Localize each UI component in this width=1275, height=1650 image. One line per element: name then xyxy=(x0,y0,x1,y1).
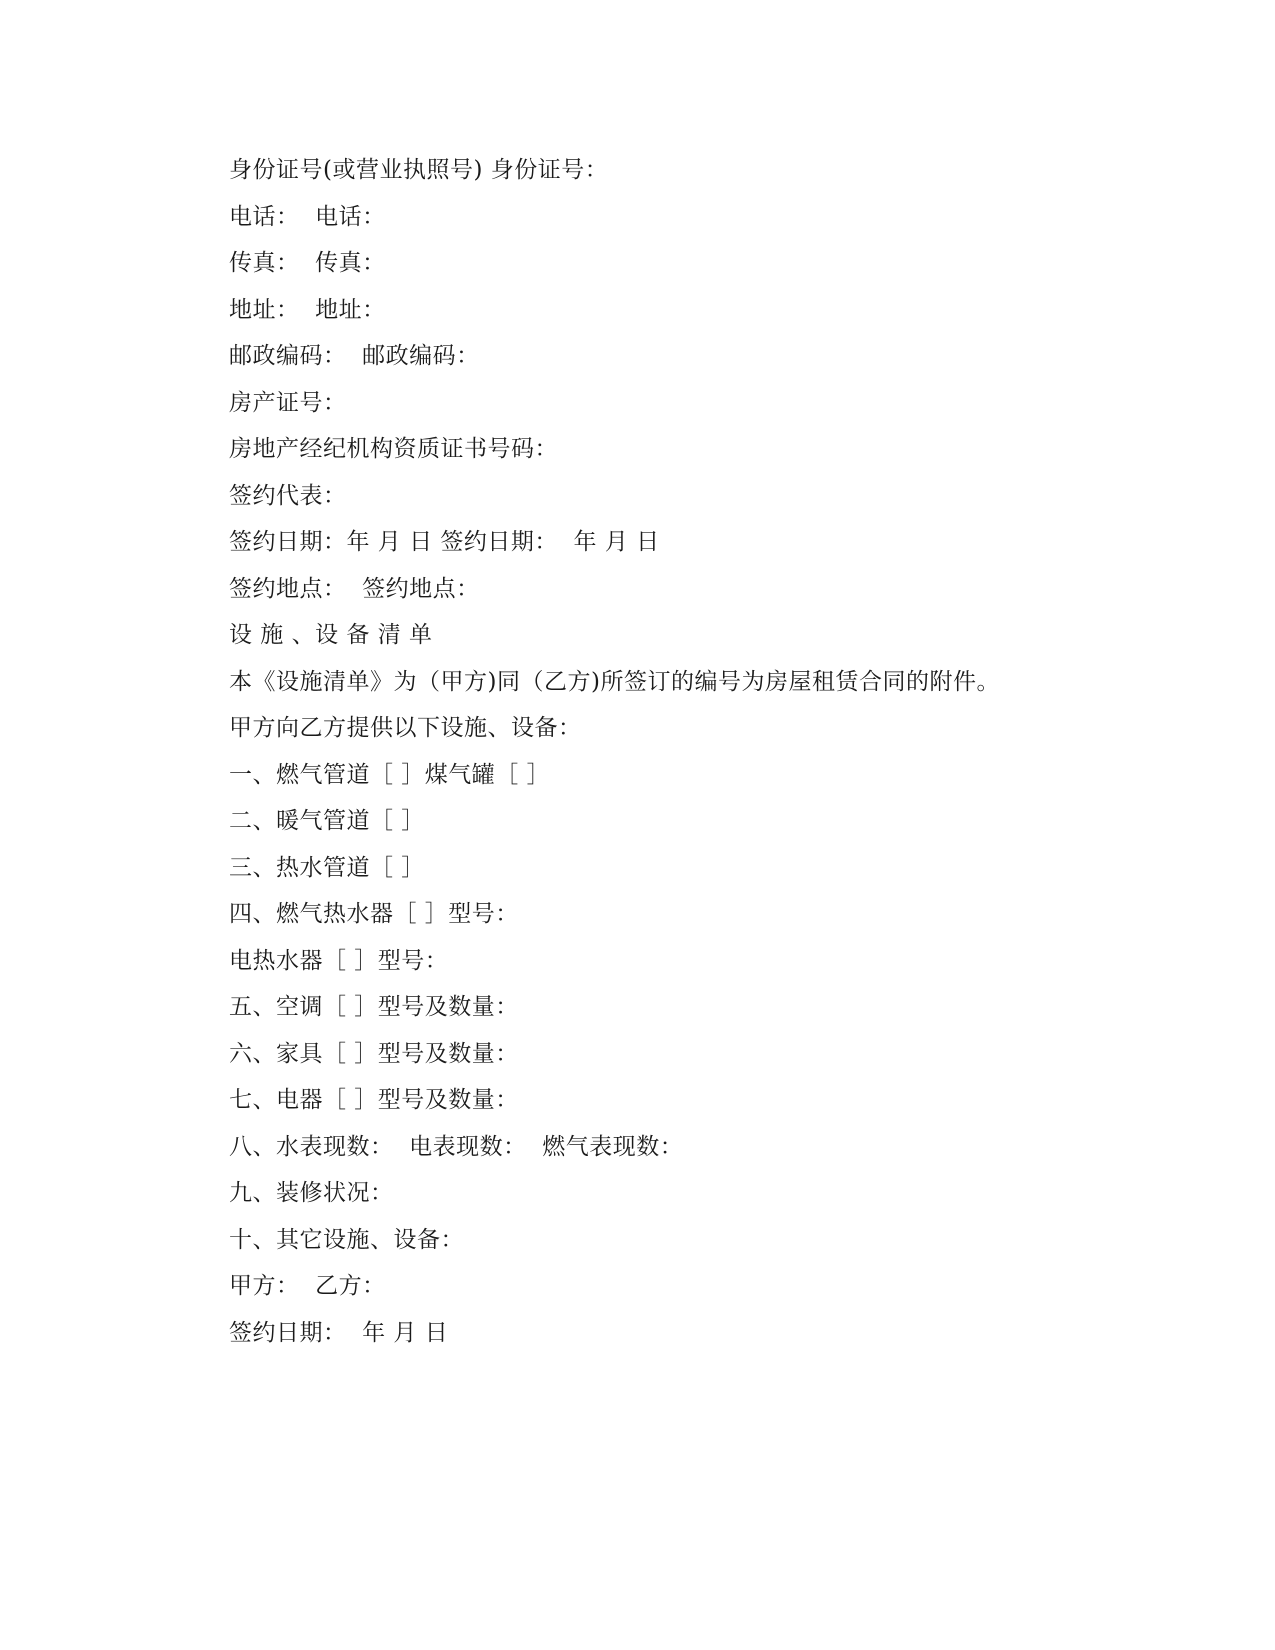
signing-date-line: 签约日期：年 月 日 签约日期： 年 月 日 xyxy=(229,529,660,555)
list-item-meters: 八、水表现数： 电表现数： 燃气表现数： xyxy=(229,1133,684,1160)
list-item-appliances: 七、电器［ ］型号及数量： xyxy=(229,1087,519,1113)
agency-cert-line: 房地产经纪机构资质证书号码： xyxy=(229,436,558,462)
list-item-gas-heater: 四、燃气热水器［ ］型号： xyxy=(229,901,519,927)
section-heading: 设 施 、设 备 清 单 xyxy=(229,622,433,648)
list-item-electric-heater: 电热水器［ ］型号： xyxy=(229,947,449,974)
intro-paragraph: 本《设施清单》为（甲方)同（乙方)所签订的编号为房屋租赁合同的附件。 xyxy=(229,668,1000,695)
address-line: 地址： 地址： xyxy=(229,296,386,323)
list-item-hot-water: 三、热水管道［ ］ xyxy=(229,854,425,881)
signing-rep-line: 签约代表： xyxy=(229,482,347,509)
list-item-other: 十、其它设施、设备： xyxy=(229,1226,464,1253)
final-signing-date-line: 签约日期： 年 月 日 xyxy=(229,1319,449,1346)
list-item-gas: 一、燃气管道［ ］煤气罐［ ］ xyxy=(229,761,551,788)
postal-code-line: 邮政编码： 邮政编码： xyxy=(229,343,480,369)
signing-place-line: 签约地点： 签约地点： xyxy=(229,575,480,602)
phone-line: 电话： 电话： xyxy=(229,203,386,230)
provision-statement: 甲方向乙方提供以下设施、设备： xyxy=(229,715,582,741)
list-item-heating: 二、暖气管道［ ］ xyxy=(229,808,425,834)
document-body xyxy=(229,150,1049,1359)
fax-line: 传真： 传真： xyxy=(229,250,386,276)
party-signature-line: 甲方： 乙方： xyxy=(229,1273,386,1299)
list-item-decoration: 九、装修状况： xyxy=(229,1180,394,1206)
list-item-ac: 五、空调［ ］型号及数量： xyxy=(229,994,519,1020)
property-cert-line: 房产证号： xyxy=(229,389,347,416)
id-number-line: 身份证号(或营业执照号) 身份证号： xyxy=(229,157,609,183)
list-item-furniture: 六、家具［ ］型号及数量： xyxy=(229,1040,519,1067)
